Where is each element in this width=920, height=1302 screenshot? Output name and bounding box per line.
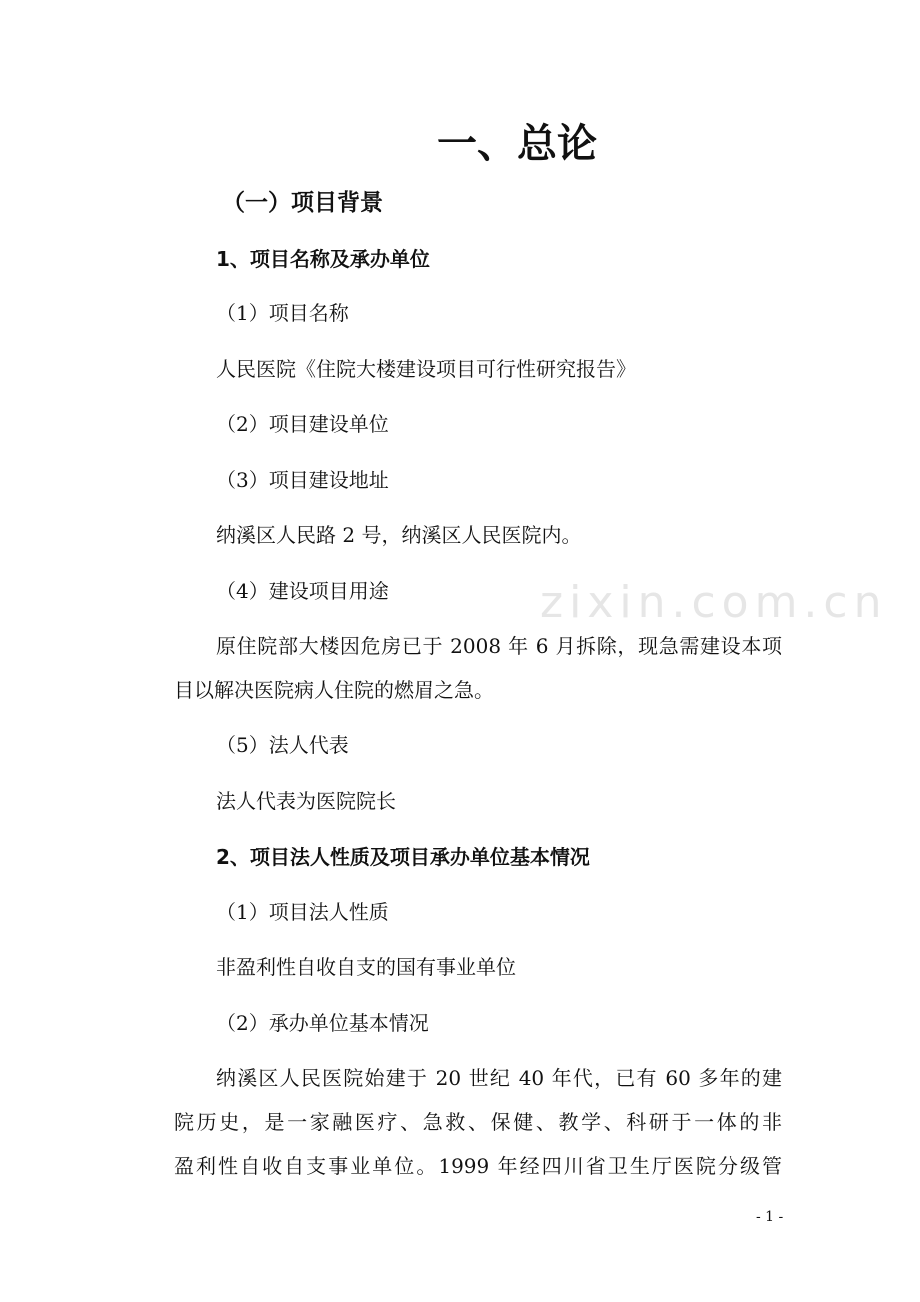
section-heading: （一）项目背景: [222, 190, 383, 216]
item-text: 法人代表为医院院长: [216, 789, 396, 813]
item-label: （1）项目名称: [216, 301, 349, 325]
subsection-heading-2: 2、项目法人性质及项目承办单位基本情况: [216, 845, 590, 869]
item-text: 纳溪区人民路 2 号，纳溪区人民医院内。: [216, 523, 582, 547]
item-label: （4）建设项目用途: [216, 579, 389, 603]
item-label: （2）承办单位基本情况: [216, 1011, 429, 1035]
watermark: zixin.com.cn: [540, 577, 888, 628]
paragraph-line: 纳溪区人民医院始建于 20 世纪 40 年代，已有 60 多年的建: [216, 1066, 782, 1090]
item-label: （5）法人代表: [216, 733, 349, 757]
item-label: （3）项目建设地址: [216, 468, 389, 492]
item-label: （2）项目建设单位: [216, 412, 389, 436]
subsection-heading-1: 1、项目名称及承办单位: [216, 247, 430, 271]
item-label: （1）项目法人性质: [216, 900, 389, 924]
item-text: 人民医院《住院大楼建设项目可行性研究报告》: [216, 357, 636, 381]
page-number: - 1 -: [756, 1209, 784, 1225]
paragraph-line: 原住院部大楼因危房已于 2008 年 6 月拆除，现急需建设本项: [216, 634, 782, 658]
paragraph-line: 盈利性自收自支事业单位。1999 年经四川省卫生厅医院分级管: [174, 1154, 782, 1178]
paragraph-line: 目以解决医院病人住院的燃眉之急。: [174, 678, 494, 702]
paragraph-line: 院历史，是一家融医疗、急救、保健、教学、科研于一体的非: [174, 1110, 782, 1134]
item-text: 非盈利性自收自支的国有事业单位: [216, 955, 516, 979]
chapter-title: 一、总论: [437, 121, 597, 167]
